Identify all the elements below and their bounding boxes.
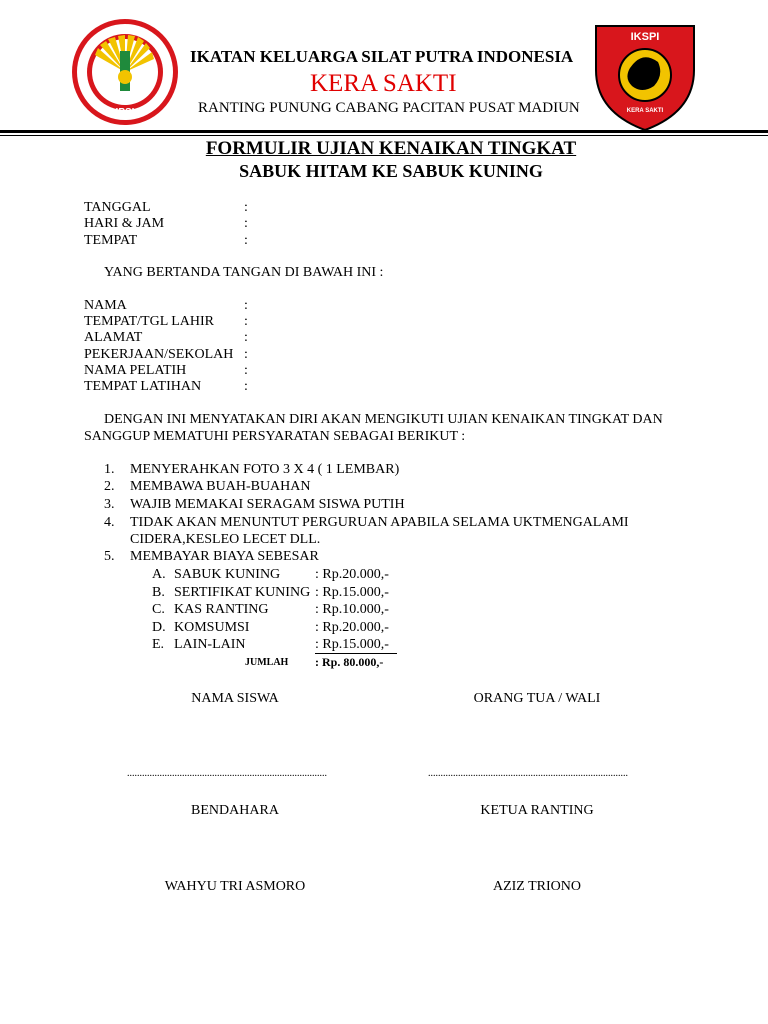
sig-guardian-label: ORANG TUA / WALI — [473, 691, 601, 706]
list-number: 1. — [104, 462, 115, 477]
field-colon: : — [244, 314, 248, 329]
sig-treasurer-title: BENDAHARA — [191, 803, 279, 818]
field-colon: : — [244, 298, 248, 313]
field-row — [84, 363, 248, 379]
total-amount: : Rp. 80.000,- — [315, 655, 384, 669]
ipsi-logo-bottom-text: IPSI — [115, 107, 135, 118]
fee-amount: : Rp.20.000,- — [315, 620, 389, 635]
field-row — [84, 298, 248, 314]
field-row — [84, 216, 248, 232]
statement-line-2: SANGGUP MEMATUHI PERSYARATAN SEBAGAI BERIKUT : — [84, 429, 466, 444]
form-title: FORMULIR UJIAN KENAIKAN TINGKAT — [205, 138, 577, 159]
list-number: 4. — [104, 515, 115, 530]
field-label: ALAMAT — [84, 330, 143, 345]
fee-item: SERTIFIKAT KUNING — [174, 585, 311, 600]
field-label: NAMA PELATIH — [84, 363, 187, 378]
list-text: MENYERAHKAN FOTO 3 X 4 ( 1 LEMBAR) — [130, 462, 400, 477]
fee-letter: B. — [152, 585, 165, 600]
field-colon: : — [244, 379, 248, 394]
list-number: 5. — [104, 549, 115, 564]
field-label: PEKERJAAN/SEKOLAH — [84, 347, 234, 362]
fee-item: LAIN-LAIN — [174, 637, 246, 652]
fee-amount: : Rp.15.000,- — [315, 585, 389, 600]
fee-letter: E. — [152, 637, 165, 652]
fee-letter: A. — [152, 567, 166, 582]
ikspi-logo-top-text: IKSPI — [630, 31, 660, 43]
list-number: 2. — [104, 479, 115, 494]
field-row — [84, 200, 248, 216]
sig-guardian-line: ................................................................................ — [428, 768, 628, 779]
field-label: NAMA — [84, 298, 127, 313]
brand-name: KERA SAKTI — [310, 70, 457, 97]
statement-line-1: DENGAN INI MENYATAKAN DIRI AKAN MENGIKUTI UJIAN KENAIKAN TINGKAT DAN — [104, 412, 663, 427]
form-subtitle: SABUK HITAM KE SABUK KUNING — [239, 161, 543, 181]
field-row — [84, 314, 248, 330]
intro-text: YANG BERTANDA TANGAN DI BAWAH INI : — [104, 265, 384, 280]
field-label: TANGGAL — [84, 200, 151, 215]
field-label: HARI & JAM — [84, 216, 165, 231]
ikspi-shield-logo — [592, 20, 698, 132]
fee-letter: C. — [152, 602, 165, 617]
sig-chair-title: KETUA RANTING — [480, 803, 594, 818]
fee-item: KAS RANTING — [174, 602, 269, 617]
list-number: 3. — [104, 497, 115, 512]
fee-item: SABUK KUNING — [174, 567, 281, 582]
fee-item: KOMSUMSI — [174, 620, 250, 635]
org-name: IKATAN KELUARGA SILAT PUTRA INDONESIA — [190, 47, 574, 66]
field-label: TEMPAT — [84, 233, 138, 248]
field-row — [84, 233, 248, 249]
fee-amount: : Rp.15.000,- — [315, 637, 397, 654]
sig-treasurer-name: WAHYU TRI ASMORO — [164, 879, 306, 894]
field-colon: : — [244, 347, 248, 362]
list-text: WAJIB MEMAKAI SERAGAM SISWA PUTIH — [130, 497, 405, 512]
sig-student-label: NAMA SISWA — [191, 691, 279, 706]
field-row — [84, 379, 248, 395]
list-text: CIDERA,KESLEO LECET DLL. — [130, 532, 321, 547]
list-text: TIDAK AKAN MENUNTUT PERGURUAN APABILA SELAMA UKTMENGALAMI — [130, 515, 629, 530]
sig-student-line: ................................................................................ — [127, 768, 327, 779]
field-row — [84, 347, 248, 363]
field-colon: : — [244, 363, 248, 378]
sig-chair-name: AZIZ TRIONO — [492, 879, 581, 894]
list-text: MEMBAYAR BIAYA SEBESAR — [130, 549, 319, 564]
total-label: JUMLAH — [245, 657, 289, 668]
field-label: TEMPAT LATIHAN — [84, 379, 202, 394]
fee-amount: : Rp.10.000,- — [315, 602, 389, 617]
header-rule-thick — [0, 130, 768, 133]
list-text: MEMBAWA BUAH-BUAHAN — [130, 479, 311, 494]
field-colon: : — [244, 216, 248, 231]
branch-name: RANTING PUNUNG CABANG PACITAN PUSAT MADIUN — [198, 100, 580, 116]
field-colon: : — [244, 233, 248, 248]
field-label: TEMPAT/TGL LAHIR — [84, 314, 215, 329]
ipsi-logo — [70, 15, 180, 130]
field-colon: : — [244, 200, 248, 215]
field-row — [84, 330, 248, 346]
header-rule-thin — [0, 135, 768, 136]
ikspi-logo-bottom-text: KERA SAKTI — [626, 108, 664, 114]
fee-letter: D. — [152, 620, 166, 635]
fee-amount: : Rp.20.000,- — [315, 567, 389, 582]
field-colon: : — [244, 330, 248, 345]
